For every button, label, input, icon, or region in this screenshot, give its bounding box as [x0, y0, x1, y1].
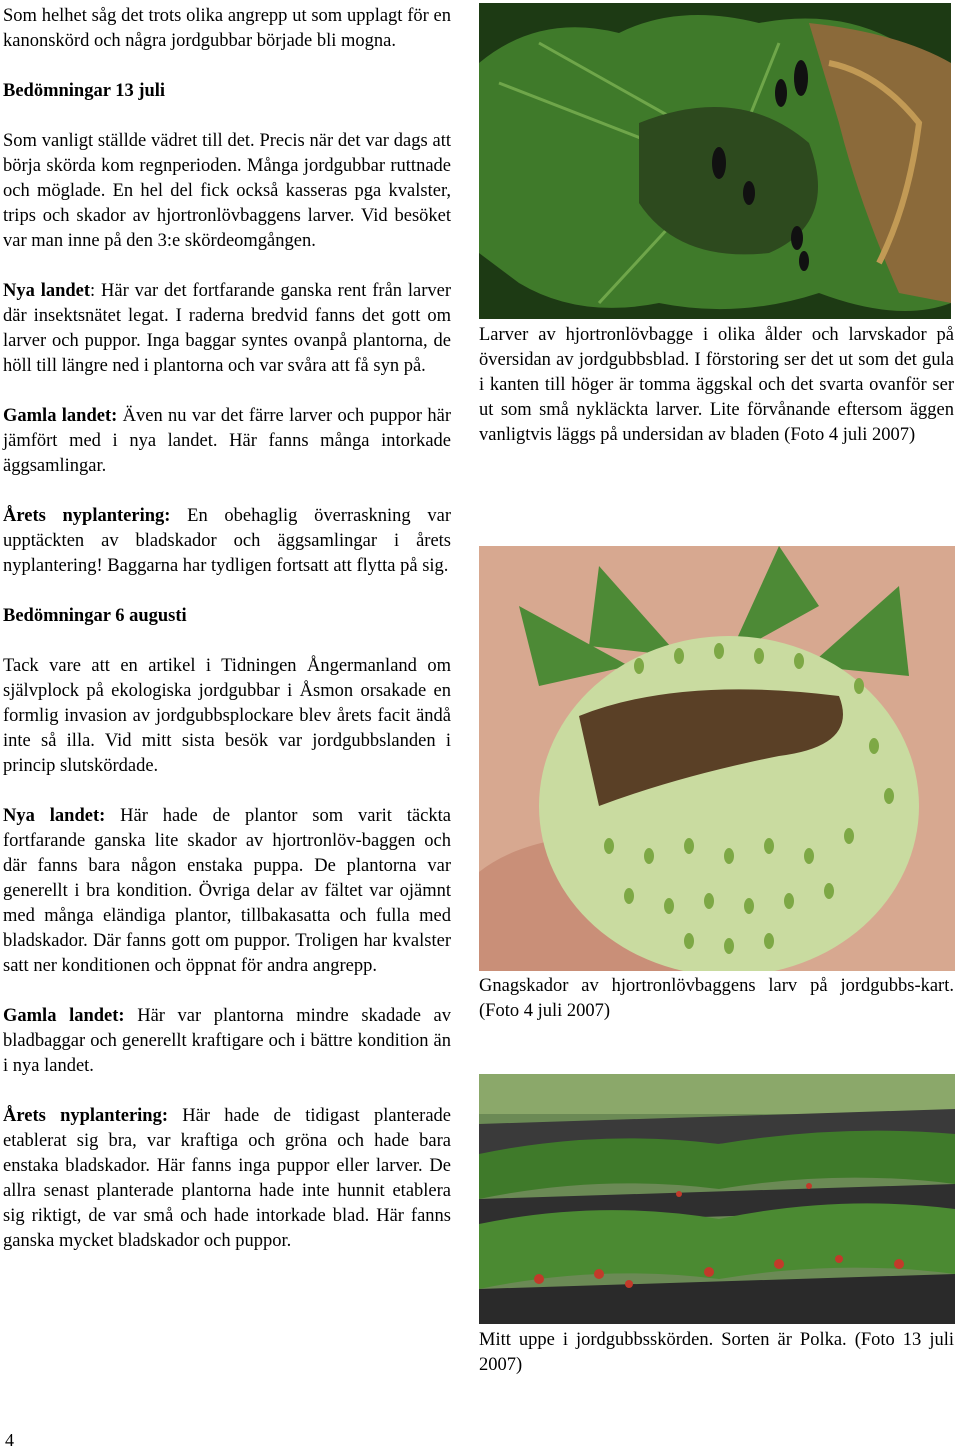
- nya-landet-text: : Här var det fortfarande ganska rent från larver där insektsnätet legat. I raderna bredvid fanns det gott om larver och puppor. Inga baggar syntes ovanpå plantorna, de höll till längre ned i plantorna och var svåra att få syn på.: [3, 281, 451, 376]
- section2-arets-nyplantering: [3, 1104, 451, 1254]
- arets-nyplantering-text: En obehaglig överraskning var upptäckten av bladskador och äggsamlingar i årets nyplantering! Baggarna har tydligen fortsatt att flytta på sig.: [3, 506, 451, 576]
- gamla-landet-label: Gamla landet:: [3, 406, 118, 426]
- section2-paragraph: Tack vare att en artikel i Tidningen Ångermanland om självplock på ekologiska jordgubbar i Åsmon orsakade en formlig invasion av jordgubbsplockare blev årets facit ändå inte så illa. Vid mitt sista besök var jordgubbslanden i princip slutskördade.: [3, 656, 451, 776]
- section1-nya-landet: [3, 279, 451, 379]
- section1-gamla-landet: [3, 404, 451, 479]
- leaf-with-larvae-photo: [479, 3, 951, 319]
- gamla-landet-label: Gamla landet:: [3, 1006, 125, 1026]
- arets-nyplantering-label: Årets nyplantering:: [3, 506, 171, 526]
- section-heading-6-augusti: Bedömningar 6 augusti: [3, 606, 187, 626]
- section2-nya-landet: [3, 804, 451, 979]
- strawberry-field-photo: [479, 1074, 955, 1324]
- damaged-green-strawberry-photo: [479, 546, 955, 971]
- left-column: [3, 4, 451, 1279]
- caption-strawberry-damage: Gnagskador av hjortronlövbaggens larv på jordgubbs-kart. (Foto 4 juli 2007): [479, 976, 954, 1021]
- page-number: 4: [5, 1430, 14, 1450]
- nya-landet-label: Nya landet: [3, 281, 91, 301]
- section1-paragraph: Som vanligt ställde vädret till det. Precis när det var dags att börja skörda kom regnperioden. Många jordgubbar ruttnade och möglade. En hel del fick också kasseras pga kvalster, trips och skador av hjortronlövbaggens larver. Vid besöket var man inne på den 3:e skördeomgången.: [3, 131, 451, 251]
- nya-landet-label: Nya landet:: [3, 806, 106, 826]
- arets-nyplantering-label: Årets nyplantering:: [3, 1106, 169, 1126]
- section-heading-13-juli: Bedömningar 13 juli: [3, 81, 166, 101]
- gamla-landet-text: Här var plantorna mindre skadade av bladbaggar och generellt kraftigare och i bättre kondition än i nya landet.: [3, 1006, 451, 1076]
- gamla-landet-text: Även nu var det färre larver och puppor här jämfört med i nya landet. Här fanns många intorkade äggsamlingar.: [3, 406, 451, 476]
- section2-gamla-landet: [3, 1004, 451, 1079]
- nya-landet-text: Här hade de plantor som varit täckta fortfarande ganska lite skador av hjortronlöv-baggen och där fanns bara någon enstaka puppa. De plantorna var generellt i bra kondition. Övriga delar av fältet var ojämnt med många eländiga plantor, tillbakasatta och fulla med bladskador. Där fanns gott om puppor. Troligen har kvalster satt ner konditionen och öppnat för andra angrepp.: [3, 806, 451, 976]
- section1-arets-nyplantering: [3, 504, 451, 579]
- arets-nyplantering-text: Här hade de tidigast planterade etablerat sig bra, var kraftiga och gröna och hade bara enstaka bladskador. Här fanns inga puppor eller larver. De allra senast planterade plantorna hade inte hunnit etablera sig riktigt, de var små och hade intorkade blad. Här fanns ganska mycket bladskador och puppor.: [3, 1106, 451, 1251]
- intro-paragraph: Som helhet såg det trots olika angrepp ut som upplagt för en kanonskörd och några jordgubbar började bli mogna.: [3, 6, 451, 51]
- caption-strawberry-field: Mitt uppe i jordgubbsskörden. Sorten är Polka. (Foto 13 juli 2007): [479, 1330, 954, 1375]
- caption-larvae: Larver av hjortronlövbagge i olika ålder och larvskador på översidan av jordgubbsblad. I förstoring ser det ut som det gula i kanten till höger är tomma äggskal och det svarta ovanför ser ut som små nykläckta larver. Lite förvånande eftersom äggen vanligtvis läggs på undersidan av bladen (Foto 4 juli 2007): [479, 325, 954, 445]
